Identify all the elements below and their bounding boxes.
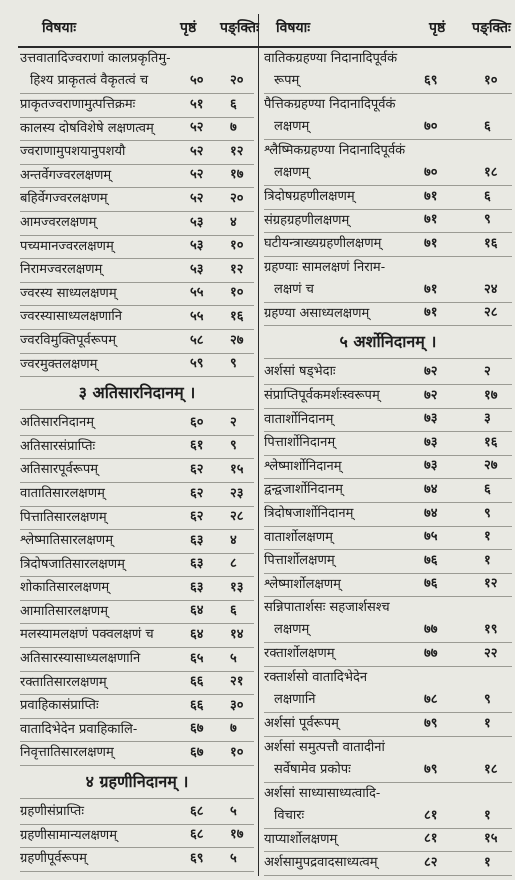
entry-title: बहिर्वेगज्वरलक्षणम्: [20, 191, 108, 207]
toc-entry: [20, 48, 254, 94]
entry-page: ६१: [190, 438, 204, 454]
entry-title-cont: लक्षणं च: [274, 281, 314, 297]
entry-line: ६: [230, 603, 237, 619]
toc-entry: [20, 165, 254, 189]
entry-title: संग्रहग्रहणीलक्षणम्: [264, 212, 350, 228]
entry-page: ७५: [424, 529, 438, 545]
entry-title-cont: रूपम्: [274, 73, 300, 88]
toc-entry: [264, 210, 512, 234]
entry-page: ६३: [190, 556, 204, 572]
entry-page: ६८: [190, 827, 204, 843]
entry-title: ज्वरविमुक्तिपूर्वरूपम्: [20, 332, 116, 348]
header-line: पङ्क्तिः: [220, 20, 259, 36]
entry-title-cont: लक्षणम्: [274, 165, 310, 180]
entry-page: ७१: [424, 212, 438, 228]
entry-line: १२: [230, 261, 244, 277]
entry-page: ५०: [190, 73, 204, 88]
section-heading-3: ३ अतिसारनिदानम् ।: [20, 377, 254, 410]
entry-line: २१: [230, 674, 244, 690]
toc-entry: [264, 713, 512, 737]
entry-title: द्वन्द्वजार्शोनिदानम्: [264, 482, 343, 498]
entry-title: याप्यार्शोलक्षणम्: [264, 831, 338, 847]
toc-entry: [20, 530, 254, 554]
entry-line: १: [484, 529, 491, 545]
entry-page: ५३: [190, 238, 204, 254]
entry-page: ७६: [424, 552, 438, 568]
entry-title: पित्तार्शोलक्षणम्: [264, 553, 335, 569]
toc-entry: [20, 436, 254, 460]
entry-title-cont: लक्षणानि: [274, 691, 316, 707]
entry-line: १: [484, 807, 491, 823]
toc-entry: [20, 141, 254, 165]
entry-page: ७०: [424, 119, 438, 134]
section-heading-5: ५ अर्शोनिदानम् ।: [264, 326, 512, 359]
entry-title: अतिसारनिदानम्: [20, 415, 95, 431]
toc-entry: [264, 361, 512, 385]
entry-page: ७६: [424, 576, 438, 592]
entry-line: १५: [484, 831, 498, 847]
entry-title-cont: विचारः: [274, 807, 305, 823]
entry-line: १: [484, 552, 491, 568]
entry-title: ज्वरस्यासाध्यलक्षणानि: [20, 309, 123, 325]
entry-page: ७१: [424, 305, 438, 321]
toc-entry: [264, 303, 512, 327]
entry-line: २: [484, 363, 491, 379]
section-heading-4: ४ ग्रहणीनिदानम् ।: [20, 766, 254, 799]
toc-entry: [20, 259, 254, 283]
toc-entry: [20, 212, 254, 236]
toc-entry: [20, 672, 254, 696]
entry-page: ७७: [424, 645, 438, 661]
entry-line: १२: [230, 143, 244, 159]
entry-page: ७७: [424, 622, 438, 638]
toc-entry: [264, 527, 512, 551]
entry-page: ५२: [190, 190, 204, 206]
entry-title: अर्शसां समुत्पत्तौ वातादीनां: [264, 739, 385, 755]
toc-entry: [20, 459, 254, 483]
entry-title: त्रिदोषजार्शोनिदानम्: [264, 505, 354, 521]
left-header: [20, 0, 259, 46]
entry-page: ६४: [190, 603, 204, 619]
entry-line: १६: [484, 434, 498, 450]
toc-entry: [20, 283, 254, 307]
header-line: पङ्क्तिः: [472, 20, 511, 36]
entry-title: श्लैष्मिकग्रहण्या निदानादिपूर्वकं: [264, 143, 406, 158]
entry-page: ७१: [424, 281, 438, 297]
header-topic: विषयाः: [42, 20, 77, 36]
entry-line: ९: [230, 356, 237, 372]
entry-page: ७१: [424, 235, 438, 251]
entry-title: त्रिदोषजातिसारलक्षणम्: [20, 556, 125, 572]
entry-line: १४: [230, 627, 244, 643]
entry-title: संप्राप्तिपूर्वकमर्शःस्वरूपम्: [264, 387, 380, 403]
entry-title: कालस्य दोषविशेषे लक्षणत्वम्: [20, 120, 154, 136]
toc-entry: [264, 94, 512, 140]
entry-line: २३: [230, 485, 244, 501]
entry-page: ७४: [424, 481, 438, 497]
toc-entry: [20, 483, 254, 507]
toc-entry: [264, 385, 512, 409]
entry-title: आमज्वरलक्षणम्: [20, 214, 97, 230]
entry-title: अर्शसां षड्भेदाः: [264, 364, 336, 380]
entry-line: १८: [484, 165, 498, 180]
entry-title: वातातिसारलक्षणम्: [20, 485, 105, 501]
entry-page: ७२: [424, 363, 438, 379]
entry-page: ५२: [190, 120, 204, 136]
right-column: [264, 0, 512, 876]
entry-title: निवृत्तातिसारलक्षणम्: [20, 745, 114, 761]
entry-title: पच्यमानज्वरलक्षणम्: [20, 238, 114, 254]
entry-title: मलस्यामलक्षणं पक्वलक्षणं च: [20, 627, 154, 643]
entry-title: प्राकृतज्वराणामुत्पत्तिक्रमः: [20, 97, 136, 112]
toc-entry: [20, 330, 254, 354]
entry-line: २७: [484, 458, 498, 474]
toc-entry: [264, 737, 512, 783]
entry-page: ६२: [190, 485, 204, 501]
entry-line: ७: [230, 721, 237, 737]
entry-line: ६: [484, 481, 491, 497]
toc-entry: [264, 257, 512, 303]
right-entries-a: [264, 46, 512, 326]
entry-page: ६९: [424, 73, 438, 88]
entry-page: ५८: [190, 332, 204, 348]
toc-entry: [20, 719, 254, 743]
entry-page: ७१: [424, 188, 438, 204]
entry-line: ६: [230, 96, 237, 112]
entry-title: वातार्शोनिदानम्: [264, 411, 334, 427]
entry-page: ७३: [424, 458, 438, 474]
entry-page: ६२: [190, 461, 204, 477]
entry-page: ५५: [190, 308, 204, 324]
entry-line: ५: [230, 803, 237, 819]
toc-entry: [264, 432, 512, 456]
entry-page: ६४: [190, 627, 204, 643]
entry-line: ४: [230, 214, 237, 230]
entry-line: १: [484, 715, 491, 731]
entry-title: शोकातिसारलक्षणम्: [20, 580, 110, 596]
entry-page: ६२: [190, 509, 204, 525]
toc-entry: [264, 783, 512, 829]
entry-title: अतिसारसंप्राप्तिः: [20, 438, 96, 454]
entry-title: ज्वराणामुपशयानुपशयौ: [20, 144, 126, 160]
entry-line: १६: [484, 235, 498, 251]
entry-title: उत्तवातादिज्वराणां कालप्रकृतिमु-: [20, 51, 171, 66]
entry-line: १८: [484, 761, 498, 777]
entry-title: ग्रहण्याः सामलक्षणं निराम-: [264, 259, 386, 275]
entry-title: वातादिभेदेन प्रवाहिकालि-: [20, 721, 138, 737]
entry-page: ७९: [424, 715, 438, 731]
toc-entry: [264, 852, 512, 876]
entry-title: श्लेष्मार्शोनिदानम्: [264, 458, 342, 474]
entry-title: प्रवाहिकासंप्राप्तिः: [20, 698, 99, 714]
entry-line: २०: [230, 73, 244, 88]
toc-entry: [20, 306, 254, 330]
entry-page: ५१: [190, 96, 204, 112]
entry-title: रक्तातिसारलक्षणम्: [20, 674, 107, 690]
entry-title: ज्वरस्य साध्यलक्षणम्: [20, 285, 117, 301]
toc-entry: [20, 236, 254, 260]
toc-entry: [20, 554, 254, 578]
toc-entry: [20, 507, 254, 531]
toc-entry: [20, 188, 254, 212]
toc-entry: [20, 601, 254, 625]
toc-entry: [20, 848, 254, 872]
entry-page: ७२: [424, 387, 438, 403]
entry-page: ८१: [424, 807, 438, 823]
toc-entry: [264, 48, 512, 94]
entry-title: ज्वरमुक्तलक्षणम्: [20, 356, 98, 372]
entry-title: ग्रहण्या असाध्यलक्षणम्: [264, 305, 370, 321]
entry-line: १०: [230, 745, 244, 761]
toc-entry: [20, 412, 254, 436]
entry-title: अतिसारपूर्वरूपम्: [20, 462, 99, 478]
entry-line: ७: [230, 120, 237, 136]
entry-title: अर्शसां साध्यासाध्यत्वादि-: [264, 785, 381, 801]
entry-page: ५२: [190, 143, 204, 159]
toc-entry: [20, 354, 254, 378]
entry-line: १५: [230, 461, 244, 477]
entry-page: ७८: [424, 691, 438, 707]
entry-page: ५३: [190, 214, 204, 230]
entry-line: १७: [230, 827, 244, 843]
entry-line: १७: [230, 167, 244, 183]
entry-page: ८२: [424, 854, 438, 870]
toc-entry: [20, 742, 254, 766]
toc-entry: [264, 667, 512, 713]
entry-page: ६६: [190, 674, 204, 690]
entry-page: ८१: [424, 831, 438, 847]
entry-line: ३: [484, 411, 491, 427]
entry-title: वातार्शोलक्षणम्: [264, 529, 333, 545]
column-divider: [258, 14, 259, 876]
left-entries-b: [20, 410, 254, 766]
toc-entry: [264, 479, 512, 503]
entry-line: २४: [484, 281, 498, 297]
entry-page: ५२: [190, 167, 204, 183]
entry-line: २: [230, 414, 237, 430]
entry-line: ९: [484, 691, 491, 707]
entry-page: ७०: [424, 165, 438, 180]
entry-line: १: [484, 854, 491, 870]
entry-line: ९: [230, 438, 237, 454]
entry-page: ६९: [190, 850, 204, 866]
entry-line: ६: [484, 119, 491, 134]
entry-line: १०: [230, 238, 244, 254]
entry-title: श्लेष्मातिसारलक्षणम्: [20, 533, 113, 549]
entry-title: पित्तार्शोनिदानम्: [264, 435, 336, 451]
entry-line: १७: [484, 387, 498, 403]
entry-page: ५३: [190, 261, 204, 277]
entry-title-cont: लक्षणम्: [274, 622, 310, 638]
entry-line: २८: [484, 305, 498, 321]
entry-page: ६३: [190, 579, 204, 595]
entry-title-cont: सर्वेषामेव प्रकोपः: [274, 761, 351, 777]
entry-line: ४: [230, 532, 237, 548]
entry-page: ६०: [190, 414, 204, 430]
toc-entry: [264, 503, 512, 527]
toc-entry: [264, 829, 512, 853]
entry-line: ६: [484, 188, 491, 204]
toc-entry: [20, 118, 254, 142]
entry-title-cont: लक्षणम्: [274, 119, 310, 134]
entry-title: सन्निपातार्शसः सहजार्शसश्च: [264, 600, 390, 616]
entry-title: ग्रहणीसामान्यलक्षणम्: [20, 827, 117, 843]
right-entries-b: [264, 359, 512, 875]
entry-line: १९: [484, 622, 498, 638]
entry-title: अर्शसां पूर्वरूपम्: [264, 715, 339, 731]
entry-title: पैत्तिकग्रहण्या निदानादिपूर्वकं: [264, 97, 396, 112]
toc-entry: [20, 825, 254, 849]
entry-page: ६५: [190, 650, 204, 666]
toc-entry: [20, 577, 254, 601]
right-header: [264, 0, 512, 46]
entry-line: १०: [230, 285, 244, 301]
entry-line: १३: [230, 579, 244, 595]
entry-line: ८: [230, 556, 237, 572]
entry-title: रक्तार्शसो वातादिभेदेन: [264, 669, 368, 685]
entry-title: अर्शसामुपद्रवादसाध्यत्वम्: [264, 855, 378, 871]
entry-title: ग्रहणीसंप्राप्तिः: [20, 804, 84, 820]
left-column: [20, 0, 259, 872]
toc-entry: [264, 233, 512, 257]
header-page: पृष्ठं: [429, 20, 446, 36]
entry-title: अतिसारस्यासाध्यलक्षणानि: [20, 651, 141, 667]
entry-title: ग्रहणीपूर्वरूपम्: [20, 851, 87, 867]
toc-entry: [20, 801, 254, 825]
entry-page: ६७: [190, 745, 204, 761]
entry-page: ६८: [190, 803, 204, 819]
entry-line: ५: [230, 850, 237, 866]
entry-page: ७४: [424, 505, 438, 521]
toc-entry: [264, 597, 512, 643]
entry-line: १०: [484, 73, 498, 88]
toc-entry: [264, 550, 512, 574]
entry-page: ६७: [190, 721, 204, 737]
entry-line: २७: [230, 332, 244, 348]
entry-line: १६: [230, 308, 244, 324]
entry-page: ७९: [424, 761, 438, 777]
entry-title: श्लेष्मार्शोलक्षणम्: [264, 576, 341, 592]
entry-page: ७३: [424, 434, 438, 450]
entry-title: अन्तर्वेगज्वरलक्षणम्: [20, 167, 112, 183]
entry-line: १२: [484, 576, 498, 592]
toc-entry: [264, 643, 512, 667]
toc-entry: [264, 456, 512, 480]
left-entries-c: [20, 799, 254, 872]
toc-entry: [20, 695, 254, 719]
toc-entry: [264, 409, 512, 433]
entry-page: ६३: [190, 532, 204, 548]
entry-title-cont: हिश्य प्राकृतत्वं वैकृतत्वं च: [30, 73, 149, 88]
entry-title: त्रिदोषग्रहणीलक्षणम्: [264, 189, 355, 204]
entry-page: ५९: [190, 356, 204, 372]
entry-page: ७३: [424, 411, 438, 427]
entry-line: २२: [484, 645, 498, 661]
entry-line: २०: [230, 190, 244, 206]
toc-entry: [20, 648, 254, 672]
toc-entry: [264, 186, 512, 210]
entry-line: ९: [484, 505, 491, 521]
toc-entry: [20, 94, 254, 118]
entry-title: वातिकग्रहण्या निदानादिपूर्वकं: [264, 51, 398, 66]
entry-line: ३०: [230, 697, 244, 713]
toc-entry: [20, 624, 254, 648]
entry-title: निरामज्वरलक्षणम्: [20, 262, 103, 278]
entry-line: ९: [484, 212, 491, 228]
toc-entry: [264, 140, 512, 186]
header-page: पृष्ठं: [180, 20, 197, 36]
header-topic: विषयाः: [276, 20, 311, 36]
toc-entry: [264, 574, 512, 598]
entry-line: ५: [230, 650, 237, 666]
entry-title: घटीयन्त्राख्यग्रहणीलक्षणम्: [264, 236, 382, 252]
entry-line: २८: [230, 509, 244, 525]
entry-page: ५५: [190, 285, 204, 301]
entry-title: पित्तातिसारलक्षणम्: [20, 509, 107, 525]
entry-page: ६६: [190, 697, 204, 713]
left-entries-a: [20, 46, 254, 377]
entry-title: रक्तार्शोलक्षणम्: [264, 646, 335, 662]
entry-title: आमातिसारलक्षणम्: [20, 603, 108, 619]
